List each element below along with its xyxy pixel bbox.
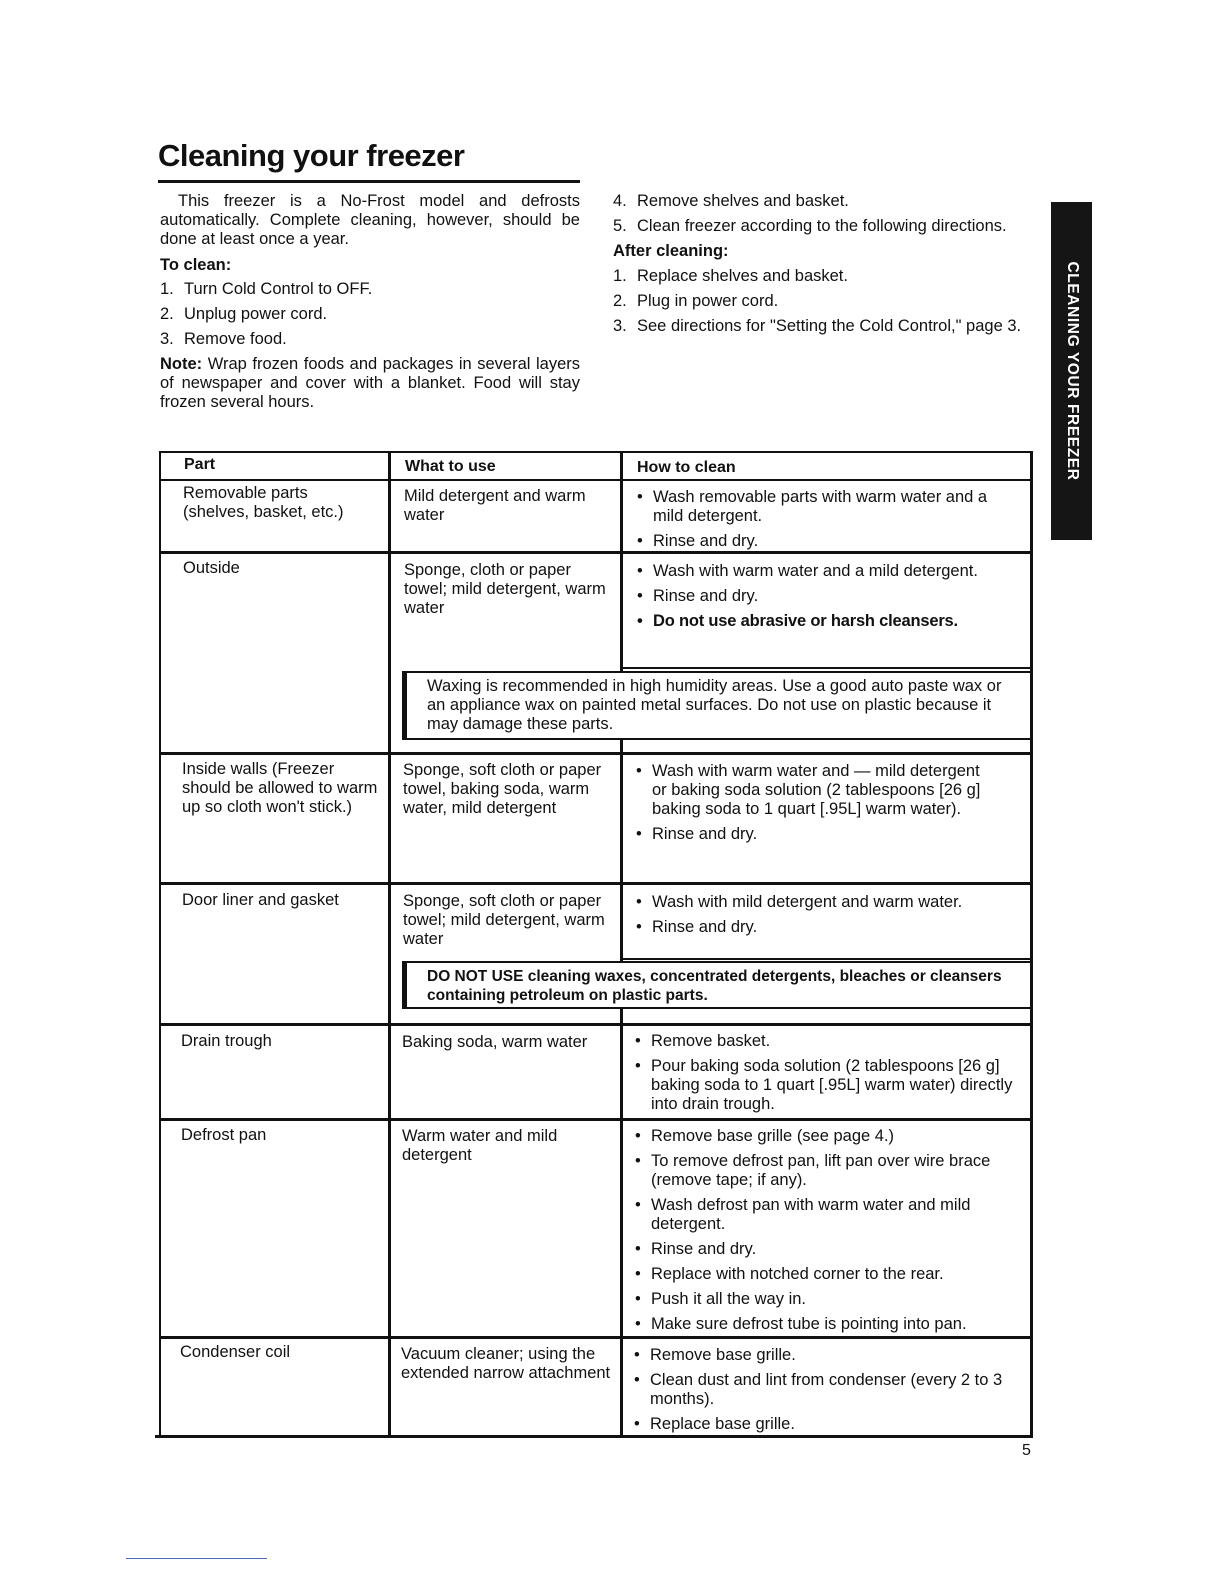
how-cell	[636, 762, 986, 850]
table-border	[159, 451, 161, 1437]
page-number: 5	[1022, 1442, 1031, 1459]
page-title: Cleaning your freezer	[158, 138, 465, 173]
list-item: 3. Remove food.	[160, 330, 287, 348]
to-clean-list	[160, 280, 580, 349]
use-cell: Sponge, cloth or paper towel; mild detergent, warm water	[404, 561, 606, 617]
column-header: What to use	[405, 458, 496, 475]
list-item: 1. Replace shelves and basket.	[613, 267, 848, 285]
row-divider	[159, 752, 1033, 755]
row-divider	[159, 882, 1033, 885]
use-cell: Mild detergent and warm water	[404, 487, 586, 524]
title-underline	[158, 180, 580, 183]
part-cell: Inside walls (Freezer should be allowed to warm up so cloth won't stick.)	[182, 760, 378, 816]
right-column	[613, 192, 1033, 342]
after-cleaning-heading: After cleaning:	[613, 242, 729, 260]
left-column	[160, 192, 580, 412]
column-divider	[620, 451, 623, 1437]
list-item: • Wash with warm water and a mild detergent.	[637, 562, 1017, 581]
note-paragraph	[160, 355, 580, 412]
column-divider	[388, 451, 391, 1437]
after-cleaning-list	[613, 267, 1033, 336]
list-item: • Remove base grille (see page 4.)	[635, 1127, 1023, 1146]
table-border	[1030, 451, 1033, 1437]
list-item: • Do not use abrasive or harsh cleansers.	[637, 612, 1017, 631]
list-item: • Rinse and dry.	[635, 1240, 1023, 1259]
section-tab-label: CLEANING YOUR FREEZER	[1063, 261, 1081, 481]
row-divider	[620, 667, 1033, 669]
part-cell: Condenser coil	[180, 1343, 291, 1361]
note-label: Note:	[160, 355, 203, 373]
how-cell	[637, 488, 1012, 557]
row-divider	[620, 958, 1033, 960]
wax-note: Waxing is recommended in high humidity areas. Use a good auto paste wax or an appliance wax on painted metal surfaces. Do not use on plastic because it may damage these parts.	[402, 671, 1032, 740]
how-cell	[635, 1127, 1023, 1340]
list-item: • Wash with warm water and — mild detergent or baking soda solution (2 tablespoons [26 g] baking soda to 1 quart [.95L] warm water).	[636, 762, 986, 819]
list-item: • Remove basket.	[635, 1032, 1015, 1051]
how-cell	[635, 1032, 1015, 1120]
part-cell: Drain trough	[181, 1032, 272, 1050]
list-item: • Push it all the way in.	[635, 1290, 1023, 1309]
to-clean-heading: To clean:	[160, 256, 232, 274]
part-cell: Outside	[183, 559, 240, 577]
table-border	[159, 451, 1033, 453]
list-item: • Remove base grille.	[634, 1346, 1014, 1365]
use-cell: Sponge, soft cloth or paper towel, baking soda, warm water, mild detergent	[403, 761, 602, 817]
row-divider	[159, 479, 1033, 481]
list-item: • Clean dust and lint from condenser (every 2 to 3 months).	[634, 1371, 1014, 1409]
list-item: 4. Remove shelves and basket.	[613, 192, 849, 210]
list-item: • Replace base grille.	[634, 1415, 1014, 1434]
use-cell: Vacuum cleaner; using the extended narrow attachment	[401, 1345, 611, 1382]
list-item: • Wash removable parts with warm water and a mild detergent.	[637, 488, 1012, 526]
list-item: • Wash defrost pan with warm water and mild detergent.	[635, 1196, 1023, 1234]
list-item: • Rinse and dry.	[636, 918, 1006, 937]
use-cell: Sponge, soft cloth or paper towel; mild detergent, warm water	[403, 892, 605, 948]
list-item: • Rinse and dry.	[637, 532, 1012, 551]
use-cell: Warm water and mild detergent	[402, 1127, 558, 1164]
note-text: Wrap frozen foods and packages in several layers of newspaper and cover with a blanket. Food will stay frozen several hours.	[160, 355, 580, 411]
list-item: • Rinse and dry.	[637, 587, 1017, 606]
list-item: 3. See directions for "Setting the Cold Control," page 3.	[613, 317, 1022, 335]
use-cell: Baking soda, warm water	[402, 1033, 588, 1051]
list-item: • Replace with notched corner to the rear.	[635, 1265, 1023, 1284]
list-item: • Make sure defrost tube is pointing into pan.	[635, 1315, 1023, 1334]
how-cell	[637, 562, 1017, 637]
warning-note: DO NOT USE cleaning waxes, concentrated detergents, bleaches or cleansers containing petroleum on plastic parts.	[402, 961, 1032, 1009]
how-cell	[634, 1346, 1014, 1440]
section-tab	[1051, 202, 1092, 540]
list-item: 1. Turn Cold Control to OFF.	[160, 280, 373, 298]
list-item: 5. Clean freezer according to the following directions.	[613, 217, 1007, 235]
list-item: • Rinse and dry.	[636, 825, 986, 844]
list-item: • To remove defrost pan, lift pan over wire brace (remove tape; if any).	[635, 1152, 1023, 1190]
list-item: 2. Plug in power cord.	[613, 292, 779, 310]
list-item: • Wash with mild detergent and warm water.	[636, 893, 1006, 912]
how-cell	[636, 893, 1006, 943]
column-header: Part	[184, 456, 216, 473]
list-item: 2. Unplug power cord.	[160, 305, 328, 323]
part-cell: Removable parts (shelves, basket, etc.)	[183, 484, 344, 521]
intro-text: This freezer is a No-Frost model and defrosts automatically. Complete cleaning, however, should be done at least once a year.	[160, 192, 580, 248]
row-divider	[159, 1023, 1033, 1026]
part-cell: Defrost pan	[181, 1126, 267, 1144]
part-cell: Door liner and gasket	[182, 891, 339, 909]
column-header: How to clean	[637, 459, 736, 476]
footer-rule	[126, 1558, 267, 1559]
remaining-steps-list	[613, 192, 1033, 236]
list-item: • Pour baking soda solution (2 tablespoons [26 g] baking soda to 1 quart [.95L] warm water) directly into drain trough.	[635, 1057, 1015, 1114]
